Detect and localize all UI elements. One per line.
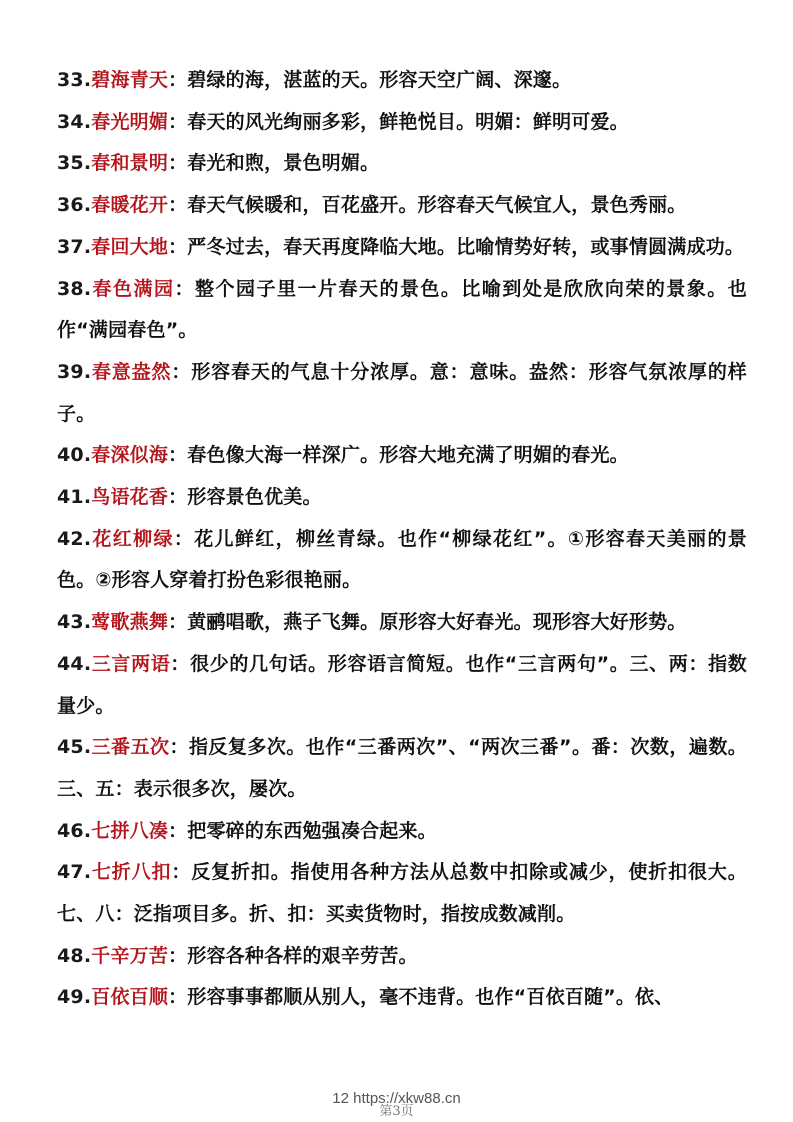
separator: ： bbox=[170, 652, 191, 675]
entry-number: 44. bbox=[57, 652, 92, 675]
separator: ： bbox=[171, 360, 192, 383]
entry-number: 33. bbox=[57, 69, 92, 91]
idiom-definition: 很少的几句话。形容语言简短。也作“三言两句”。三、两：指数量少。 bbox=[57, 652, 747, 717]
watermark-link[interactable]: 12 https://xkw88.cn bbox=[332, 1090, 461, 1107]
separator: ： bbox=[169, 736, 189, 759]
entry-number: 42. bbox=[57, 527, 92, 550]
idiom-term: 春意盎然 bbox=[91, 360, 172, 383]
idiom-entry-47 bbox=[57, 852, 747, 935]
separator: ： bbox=[168, 69, 188, 91]
entry-number: 37. bbox=[57, 235, 92, 258]
idiom-term: 春光明媚 bbox=[91, 110, 169, 133]
idiom-term: 花红柳绿 bbox=[91, 527, 174, 550]
idiom-term: 春回大地 bbox=[91, 235, 169, 258]
idiom-term: 百依百顺 bbox=[91, 986, 169, 1009]
separator: ： bbox=[168, 486, 188, 509]
idiom-definition: 黄鹂唱歌，燕子飞舞。原形容大好春光。现形容大好形势。 bbox=[187, 611, 687, 634]
idiom-term: 鸟语花香 bbox=[91, 486, 169, 509]
idiom-term: 千辛万苦 bbox=[91, 944, 169, 967]
separator: ： bbox=[168, 444, 188, 467]
idiom-entry-42 bbox=[57, 519, 747, 602]
idiom-entry-48 bbox=[57, 936, 747, 978]
idiom-definition: 严冬过去，春天再度降临大地。比喻情势好转，或事情圆满成功。 bbox=[187, 235, 745, 258]
separator: ： bbox=[168, 194, 188, 217]
idiom-term: 三番五次 bbox=[91, 736, 170, 759]
idiom-definition: 形容各种各样的艰辛劳苦。 bbox=[187, 944, 418, 967]
entry-number: 40. bbox=[57, 444, 92, 467]
idiom-entry-43 bbox=[57, 602, 747, 644]
entry-number: 36. bbox=[57, 194, 92, 217]
separator: ： bbox=[174, 277, 196, 300]
idiom-definition: 碧绿的海，湛蓝的天。形容天空广阔、深邃。 bbox=[187, 69, 572, 91]
idiom-definition: 把零碎的东西勉强凑合起来。 bbox=[187, 819, 437, 842]
page-footer bbox=[0, 1090, 793, 1119]
idiom-definition: 春色像大海一样深广。形容大地充满了明媚的春光。 bbox=[187, 444, 629, 467]
idiom-entry-34 bbox=[57, 102, 747, 144]
entry-number: 39. bbox=[57, 360, 92, 383]
idiom-entry-37 bbox=[57, 227, 747, 269]
idiom-entry-40 bbox=[57, 435, 747, 477]
idiom-definition: 指反复多次。也作“三番两次”、“两次三番”。番：次数，遍数。三、五：表示很多次，屡次。 bbox=[57, 736, 747, 800]
idiom-term: 春和景明 bbox=[91, 152, 169, 175]
document-page bbox=[57, 60, 747, 1019]
separator: ： bbox=[168, 110, 188, 133]
entry-number: 34. bbox=[57, 110, 92, 133]
page-number: 第3页 bbox=[379, 1104, 414, 1119]
idiom-entry-41 bbox=[57, 477, 747, 519]
idiom-term: 碧海青天 bbox=[91, 69, 169, 91]
entry-number: 38. bbox=[57, 277, 92, 300]
separator: ： bbox=[168, 235, 188, 258]
idiom-entry-38 bbox=[57, 269, 747, 352]
idiom-definition: 春天的风光绚丽多彩，鲜艳悦目。明媚：鲜明可爱。 bbox=[187, 110, 629, 133]
entry-number: 46. bbox=[57, 819, 92, 842]
idiom-term: 三言两语 bbox=[91, 652, 171, 675]
idiom-term: 春色满园 bbox=[91, 277, 175, 300]
idiom-entry-33 bbox=[57, 60, 747, 102]
entry-number: 41. bbox=[57, 486, 92, 509]
entry-number: 45. bbox=[57, 736, 92, 759]
idiom-entry-39 bbox=[57, 352, 747, 435]
idiom-definition: 花儿鲜红，柳丝青绿。也作“柳绿花红”。①形容春天美丽的景色。②形容人穿着打扮色彩很艳丽。 bbox=[57, 527, 747, 592]
idiom-entry-44 bbox=[57, 644, 747, 727]
separator: ： bbox=[173, 527, 195, 550]
separator: ： bbox=[168, 986, 188, 1009]
idiom-definition: 形容春天的气息十分浓厚。意：意味。盎然：形容气氛浓厚的样子。 bbox=[57, 360, 747, 425]
separator: ： bbox=[168, 611, 188, 634]
idiom-term: 春暖花开 bbox=[91, 194, 169, 217]
idiom-entry-46 bbox=[57, 811, 747, 853]
idiom-definition: 反复折扣。指使用各种方法从总数中扣除或减少，使折扣很大。七、八：泛指项目多。折、扣：买卖货物时，指按成数减削。 bbox=[57, 861, 747, 926]
entry-number: 49. bbox=[57, 986, 92, 1009]
idiom-definition: 春光和煦，景色明媚。 bbox=[187, 152, 380, 175]
separator: ： bbox=[168, 819, 188, 842]
idiom-definition: 形容事事都顺从别人，毫不违背。也作“百依百随”。依、 bbox=[187, 986, 674, 1009]
idiom-term: 七折八扣 bbox=[91, 861, 172, 884]
idiom-entry-35 bbox=[57, 143, 747, 185]
entry-number: 47. bbox=[57, 861, 92, 884]
entry-number: 43. bbox=[57, 611, 92, 634]
idiom-entry-36 bbox=[57, 185, 747, 227]
idiom-definition: 整个园子里一片春天的景色。比喻到处是欣欣向荣的景象。也作“满园春色”。 bbox=[57, 277, 747, 342]
idiom-entry-45 bbox=[57, 727, 747, 810]
entry-number: 48. bbox=[57, 944, 92, 967]
entry-number: 35. bbox=[57, 152, 92, 175]
separator: ： bbox=[168, 152, 188, 175]
idiom-term: 莺歌燕舞 bbox=[91, 611, 169, 634]
idiom-definition: 春天气候暖和，百花盛开。形容春天气候宜人，景色秀丽。 bbox=[187, 194, 687, 217]
separator: ： bbox=[171, 861, 192, 884]
idiom-definition: 形容景色优美。 bbox=[187, 486, 322, 509]
idiom-term: 春深似海 bbox=[91, 444, 169, 467]
idiom-entry-49 bbox=[57, 977, 747, 1019]
idiom-term: 七拼八凑 bbox=[91, 819, 169, 842]
separator: ： bbox=[168, 944, 188, 967]
